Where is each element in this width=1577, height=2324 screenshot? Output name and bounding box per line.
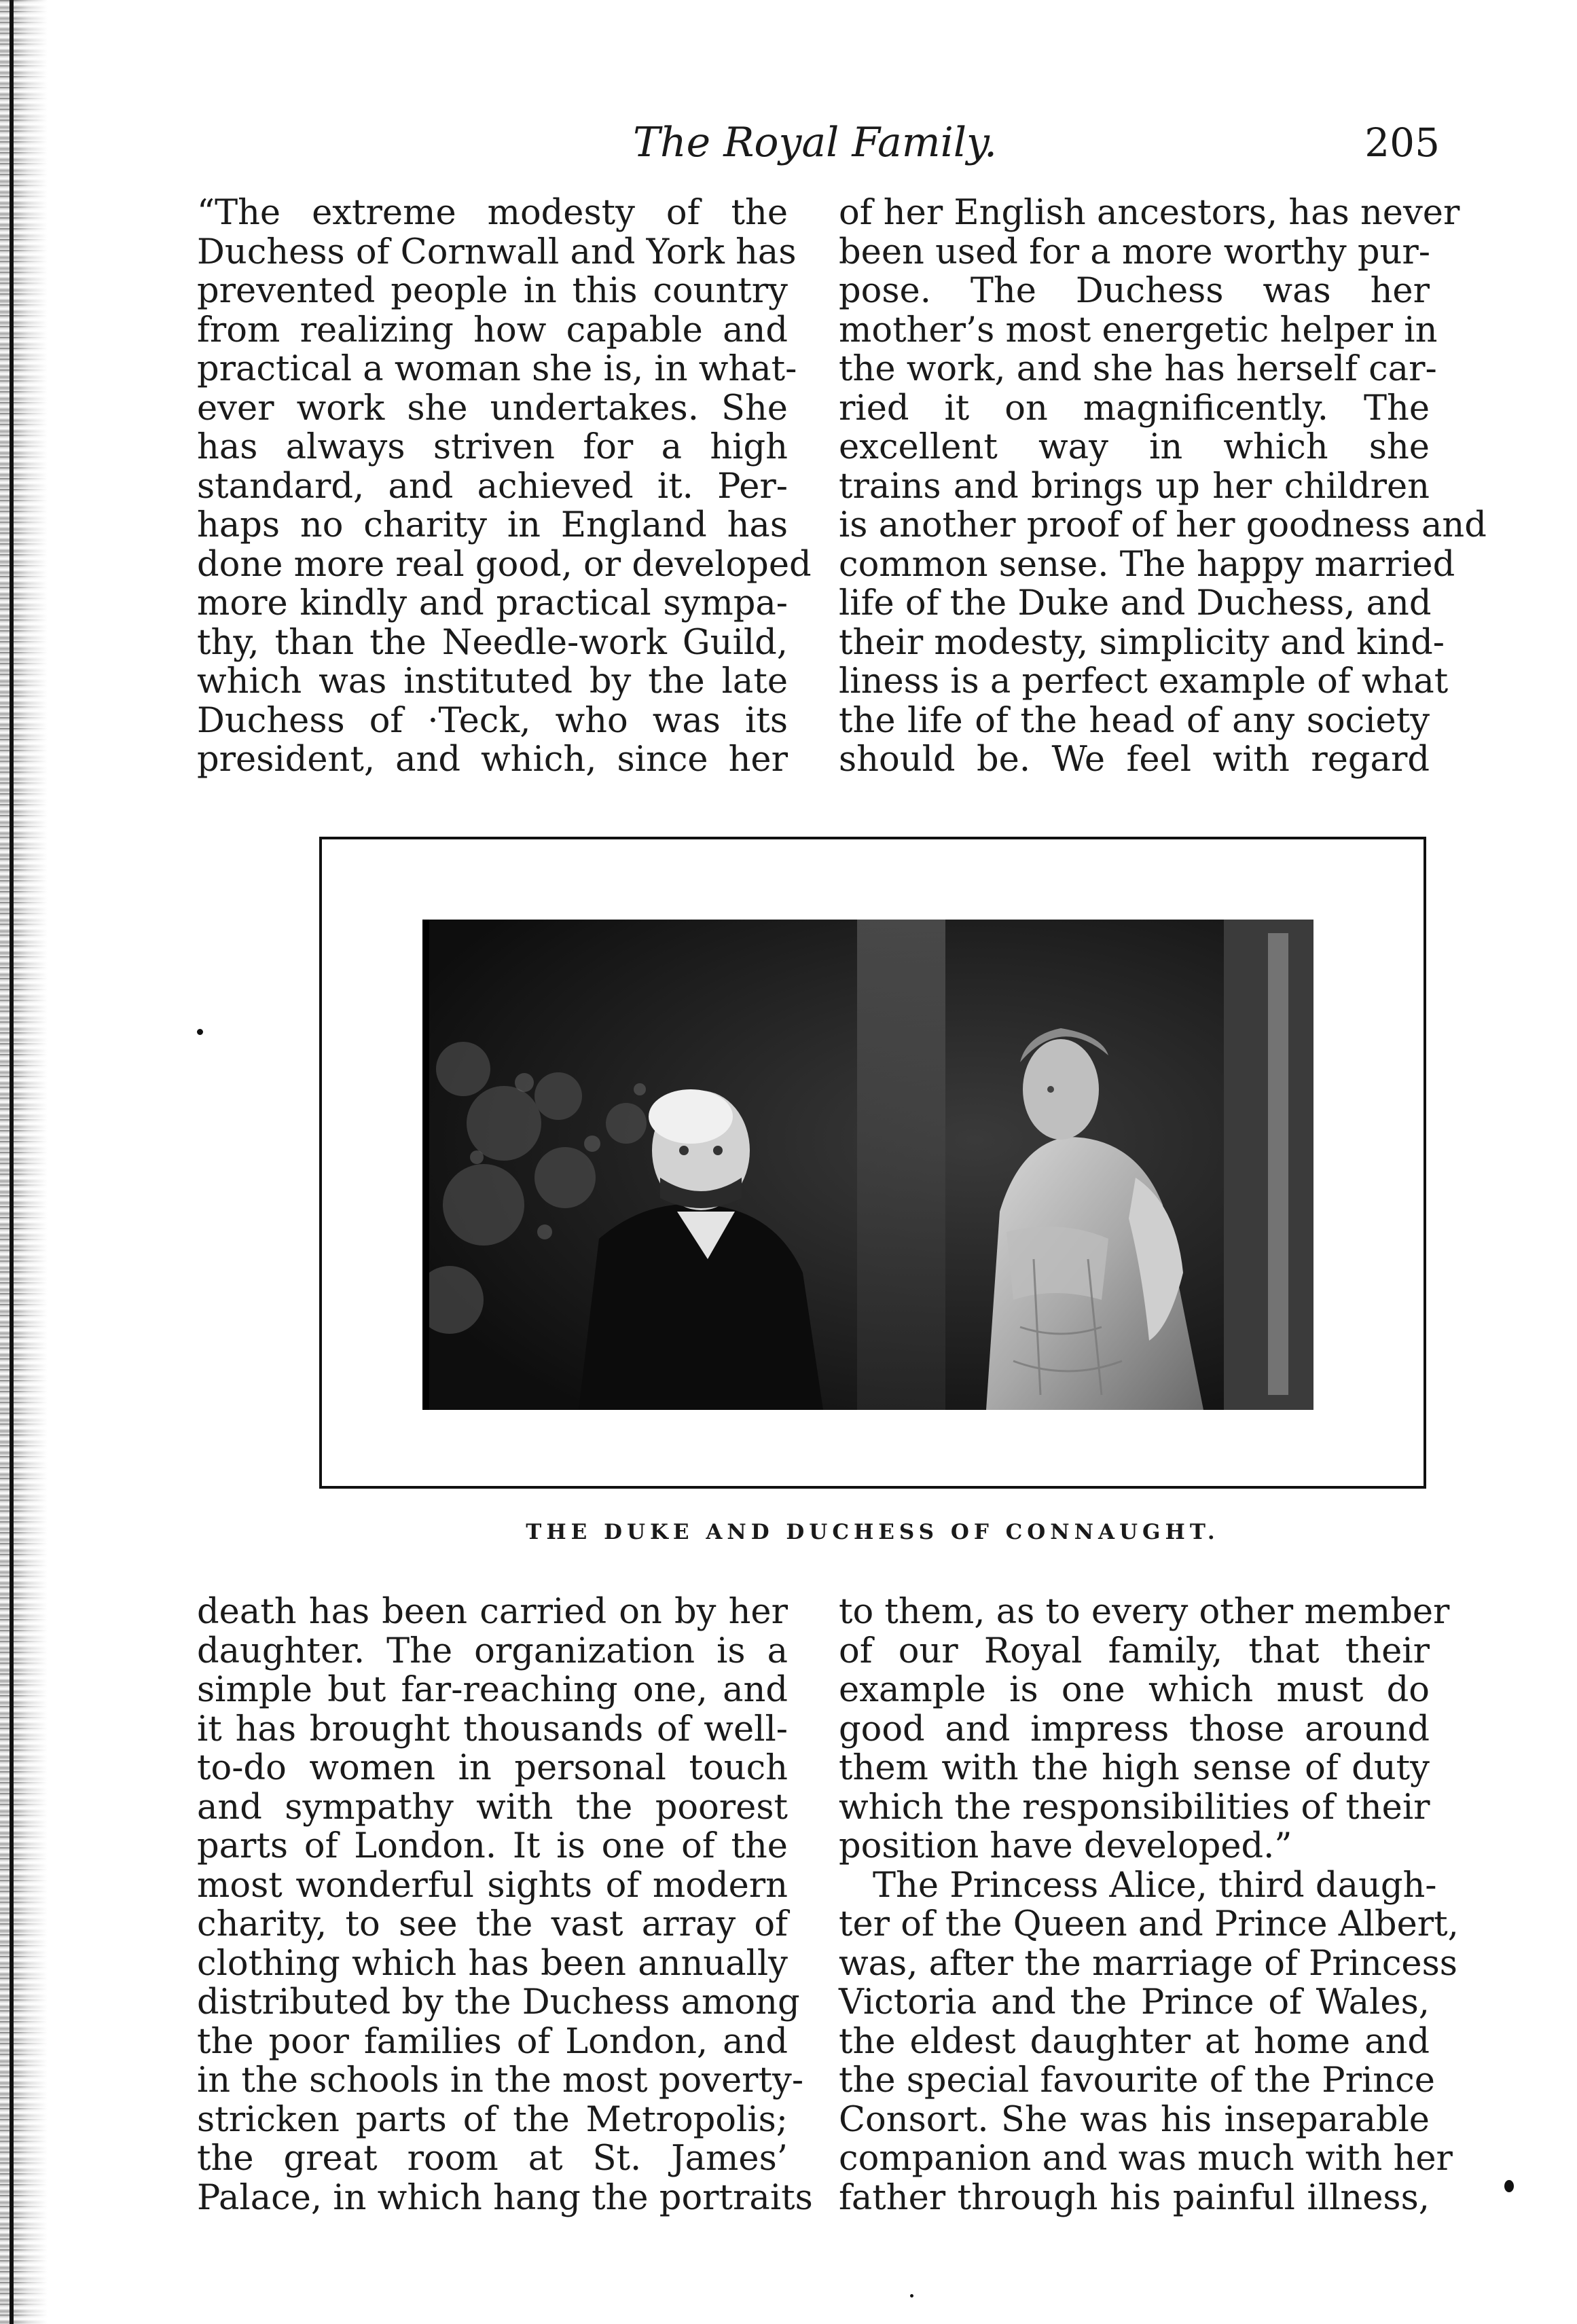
text-line: haps no charity in England has [197,505,788,545]
text-line: simple but far-reaching one, and [197,1670,788,1710]
text-line: thy, than the Needle-work Guild, [197,622,788,663]
text-line: pose. The Duchess was her [839,271,1430,311]
text-line: father through his painful illness, [839,2177,1430,2218]
text-line: is another proof of her goodness and [839,505,1487,545]
text-line: and sympathy with the poorest [197,1787,788,1828]
text-line: “The extreme modesty of the [197,193,788,233]
text-line: the eldest daughter at home and [839,2021,1430,2062]
text-line: parts of London. It is one of the [197,1826,788,1866]
text-line: The Princess Alice, third daugh- [873,1865,1437,1906]
text-line: to-do women in personal touch [197,1748,788,1788]
text-line: it has brought thousands of well- [197,1709,788,1749]
text-line: Consort. She was his inseparable [839,2099,1430,2140]
text-line: of our Royal family, that their [839,1631,1430,1671]
scan-speck [197,1029,203,1035]
figure-caption: THE DUKE AND DUCHESS OF CONNAUGHT. [526,1520,1220,1544]
scan-binding-edge [0,0,48,2324]
column-top-left [197,193,812,780]
text-line: Victoria and the Prince of Wales, [839,1982,1430,2022]
text-line: the special favourite of the Prince [839,2060,1435,2101]
running-title: The Royal Family. [632,119,998,166]
text-line: Duchess of ·Teck, who was its [197,700,788,741]
scan-speck [910,2294,913,2298]
text-line: ever work she undertakes. She [197,388,788,429]
text-line: the work, and she has herself car- [839,349,1437,389]
text-line: the poor families of London, and [197,2021,788,2062]
text-line: excellent way in which she [839,427,1430,467]
column-top-right [839,193,1487,780]
photograph-duke-and-duchess [422,920,1313,1410]
text-line: done more real good, or developed [197,544,812,585]
page-number: 205 [1364,120,1440,166]
text-line: companion and was much with her [839,2139,1453,2179]
text-line: standard, and achieved it. Per- [197,466,788,507]
text-line: from realizing how capable and [197,310,788,350]
figure-frame [319,837,1426,1489]
text-line: ter of the Queen and Prince Albert, [839,1904,1459,1944]
binding-rule [10,0,14,2324]
text-line: daughter. The organization is a [197,1631,788,1671]
text-line: president, and which, since her [197,740,788,780]
text-line: position have developed.” [839,1826,1292,1866]
text-line: been used for a more worthy pur- [839,232,1430,272]
text-line: practical a woman she is, in what- [197,349,797,389]
text-line: was, after the marriage of Princess [839,1943,1457,1984]
text-line: Duchess of Cornwall and York has [197,232,797,272]
scan-speck [1504,2180,1514,2192]
text-line: the life of the head of any society [839,700,1430,741]
text-line: their modesty, simplicity and kind- [839,622,1445,663]
text-line: death has been carried on by her [197,1592,788,1632]
text-line: which the responsibilities of their [839,1787,1430,1828]
text-line: most wonderful sights of modern [197,1865,788,1906]
text-line: of her English ancestors, has never [839,193,1460,233]
text-line: trains and brings up her children [839,466,1430,507]
text-line: to them, as to every other member [839,1592,1450,1632]
text-line: common sense. The happy married [839,544,1455,585]
text-line: stricken parts of the Metropolis; [197,2099,788,2140]
text-line: example is one which must do [839,1670,1430,1710]
text-line: should be. We feel with regard [839,740,1430,780]
text-line: them with the high sense of duty [839,1748,1430,1788]
text-line: prevented people in this country [197,271,788,311]
column-bottom-left [197,1592,813,2218]
text-line: charity, to see the vast array of [197,1904,788,1944]
text-line: more kindly and practical sympa- [197,583,788,623]
running-head [190,115,1440,170]
text-line: has always striven for a high [197,427,788,467]
text-line: Palace, in which hang the portraits [197,2177,813,2218]
text-line: good and impress those around [839,1709,1430,1749]
text-line: clothing which has been annually [197,1943,788,1984]
text-line: which was instituted by the late [197,661,788,702]
text-line: mother’s most energetic helper in [839,310,1438,350]
text-line: liness is a perfect example of what [839,661,1449,702]
text-line: life of the Duke and Duchess, and [839,583,1432,623]
text-line: distributed by the Duchess among [197,1982,800,2022]
text-line: in the schools in the most poverty- [197,2060,804,2101]
column-bottom-right [839,1592,1459,2218]
text-line: the great room at St. James’ [197,2139,788,2179]
photograph-illustration [422,920,1313,1410]
text-line: ried it on magnificently. The [839,388,1430,429]
